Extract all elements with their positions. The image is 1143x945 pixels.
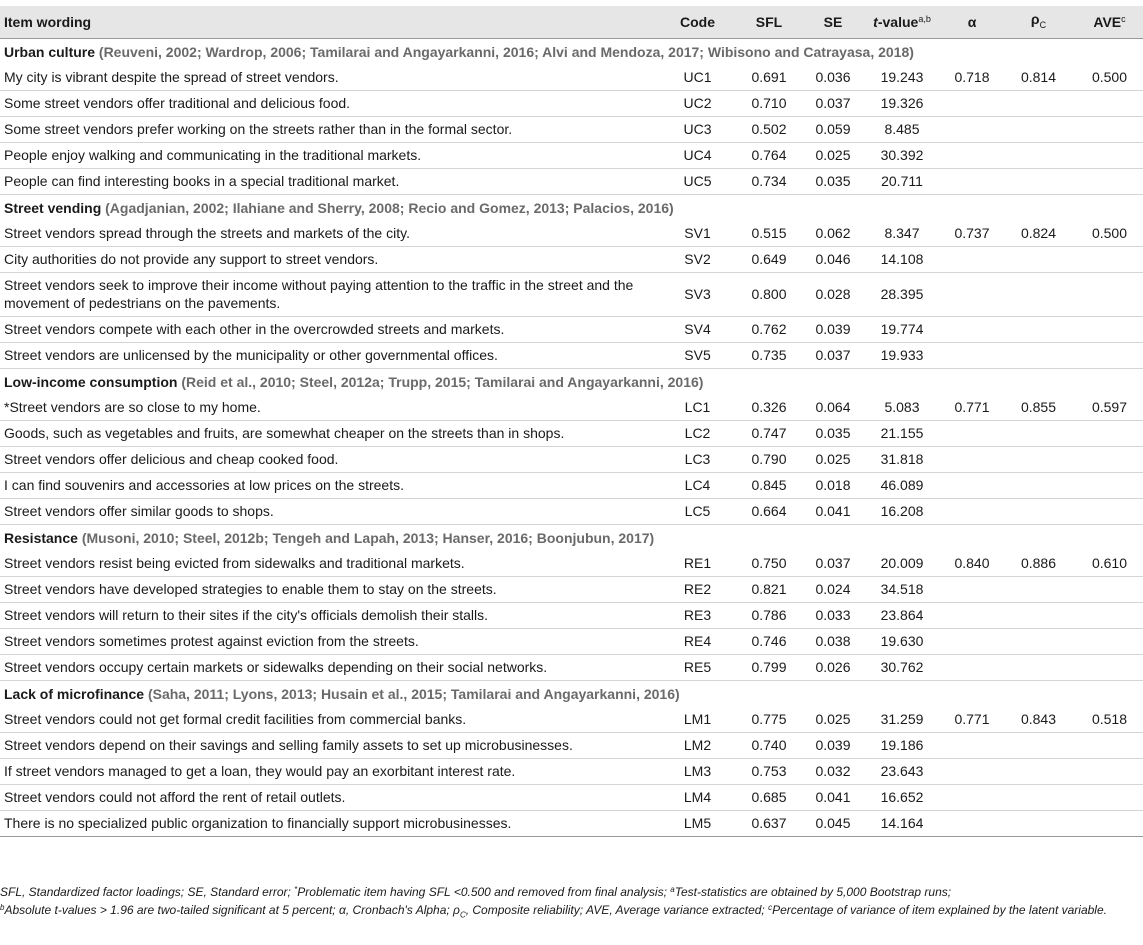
empty-ave	[1072, 116, 1143, 142]
item-t-value: 30.762	[861, 654, 939, 680]
table-row	[0, 64, 1143, 90]
empty-rho-c	[1001, 420, 1072, 446]
empty-rho-c	[1001, 576, 1072, 602]
item-se: 0.025	[801, 142, 861, 168]
item-sfl: 0.502	[733, 116, 801, 142]
item-t-value: 21.155	[861, 420, 939, 446]
group-header-cell	[0, 194, 1143, 220]
table-row	[0, 654, 1143, 680]
empty-ave	[1072, 628, 1143, 654]
header-alpha-symbol: α	[967, 13, 977, 30]
empty-rho-c	[1001, 602, 1072, 628]
group-rho-c: 0.843	[1001, 706, 1072, 732]
item-se: 0.062	[801, 220, 861, 246]
empty-alpha	[939, 142, 1001, 168]
item-sfl: 0.664	[733, 498, 801, 524]
empty-ave	[1072, 810, 1143, 836]
item-se: 0.018	[801, 472, 861, 498]
item-t-value: 31.818	[861, 446, 939, 472]
item-se: 0.026	[801, 654, 861, 680]
item-wording: Goods, such as vegetables and fruits, are somewhat cheaper on the streets than in shops.	[0, 420, 658, 446]
empty-ave	[1072, 576, 1143, 602]
item-t-value: 8.347	[861, 220, 939, 246]
item-code: UC3	[658, 116, 733, 142]
empty-rho-c	[1001, 628, 1072, 654]
item-sfl: 0.326	[733, 394, 801, 420]
item-t-value: 23.864	[861, 602, 939, 628]
group-references: (Reuveni, 2002; Wardrop, 2006; Tamilarai and Angayarkanni, 2016; Alvi and Mendoza, 2017; Wibisono and Catrayasa, 2018)	[98, 44, 914, 61]
footnote-sup: a	[670, 885, 675, 894]
item-t-value: 19.933	[861, 342, 939, 368]
footnote-part: Problematic item having SFL <0.500 and removed from final analysis;	[297, 885, 671, 899]
empty-alpha	[939, 654, 1001, 680]
item-se: 0.064	[801, 394, 861, 420]
group-header-row	[0, 194, 1143, 220]
empty-rho-c	[1001, 316, 1072, 342]
item-se: 0.025	[801, 446, 861, 472]
group-rho-c: 0.886	[1001, 550, 1072, 576]
item-se: 0.037	[801, 342, 861, 368]
table-row	[0, 810, 1143, 836]
header-rho-sub: C	[1039, 19, 1047, 30]
item-se: 0.024	[801, 576, 861, 602]
item-sfl: 0.799	[733, 654, 801, 680]
item-t-value: 46.089	[861, 472, 939, 498]
empty-alpha	[939, 758, 1001, 784]
item-code: UC4	[658, 142, 733, 168]
item-se: 0.041	[801, 784, 861, 810]
header-alpha	[939, 6, 1001, 38]
group-header-cell	[0, 368, 1143, 394]
item-wording: Street vendors could not afford the rent of retail outlets.	[0, 784, 658, 810]
item-code: UC1	[658, 64, 733, 90]
empty-alpha	[939, 90, 1001, 116]
item-se: 0.032	[801, 758, 861, 784]
item-sfl: 0.753	[733, 758, 801, 784]
group-alpha: 0.771	[939, 394, 1001, 420]
item-wording: Street vendors could not get formal credit facilities from commercial banks.	[0, 706, 658, 732]
empty-ave	[1072, 602, 1143, 628]
group-header-row	[0, 38, 1143, 64]
factor-loadings-table	[0, 6, 1143, 837]
item-se: 0.025	[801, 706, 861, 732]
table-row	[0, 420, 1143, 446]
group-title: Lack of microfinance	[4, 686, 145, 703]
empty-alpha	[939, 602, 1001, 628]
group-rho-c: 0.814	[1001, 64, 1072, 90]
item-code: RE5	[658, 654, 733, 680]
item-t-value: 28.395	[861, 272, 939, 316]
table-row	[0, 116, 1143, 142]
item-t-value: 31.259	[861, 706, 939, 732]
item-code: LC1	[658, 394, 733, 420]
item-code: SV1	[658, 220, 733, 246]
empty-alpha	[939, 472, 1001, 498]
group-references: (Reid et al., 2010; Steel, 2012a; Trupp, 2015; Tamilarai and Angayarkanni, 2016)	[181, 374, 704, 391]
item-t-value: 16.652	[861, 784, 939, 810]
item-se: 0.037	[801, 550, 861, 576]
item-sfl: 0.790	[733, 446, 801, 472]
item-wording: *Street vendors are so close to my home.	[0, 394, 658, 420]
header-row	[0, 6, 1143, 38]
table-row	[0, 342, 1143, 368]
empty-alpha	[939, 342, 1001, 368]
item-t-value: 19.774	[861, 316, 939, 342]
empty-rho-c	[1001, 758, 1072, 784]
item-code: RE3	[658, 602, 733, 628]
item-code: SV4	[658, 316, 733, 342]
empty-ave	[1072, 246, 1143, 272]
empty-alpha	[939, 272, 1001, 316]
item-t-value: 19.186	[861, 732, 939, 758]
group-header-row	[0, 368, 1143, 394]
header-ave	[1072, 6, 1143, 38]
item-wording: City authorities do not provide any support to street vendors.	[0, 246, 658, 272]
item-se: 0.046	[801, 246, 861, 272]
group-header-cell	[0, 524, 1143, 550]
table-row	[0, 472, 1143, 498]
item-wording: Street vendors resist being evicted from sidewalks and traditional markets.	[0, 550, 658, 576]
empty-rho-c	[1001, 732, 1072, 758]
item-wording: Street vendors spread through the streets and markets of the city.	[0, 220, 658, 246]
item-se: 0.037	[801, 90, 861, 116]
footnote-sup: c	[768, 903, 773, 912]
empty-alpha	[939, 446, 1001, 472]
header-ave-sup: c	[1121, 13, 1126, 24]
group-alpha: 0.771	[939, 706, 1001, 732]
item-sfl: 0.649	[733, 246, 801, 272]
empty-rho-c	[1001, 784, 1072, 810]
empty-rho-c	[1001, 168, 1072, 194]
empty-ave	[1072, 168, 1143, 194]
item-t-value: 19.326	[861, 90, 939, 116]
footnote-part: SFL, Standardized factor loadings; SE, Standard error;	[0, 885, 295, 899]
item-se: 0.033	[801, 602, 861, 628]
item-wording: Street vendors seek to improve their income without paying attention to the traffic in the street and the movement of pedestrians on the pavements.	[0, 272, 658, 316]
item-sfl: 0.775	[733, 706, 801, 732]
item-wording: Street vendors occupy certain markets or sidewalks depending on their social networks.	[0, 654, 658, 680]
item-code: LM3	[658, 758, 733, 784]
header-t-sup: a,b	[918, 13, 931, 24]
table-row	[0, 784, 1143, 810]
empty-ave	[1072, 732, 1143, 758]
item-se: 0.059	[801, 116, 861, 142]
table-row	[0, 602, 1143, 628]
header-sfl: SFL	[733, 6, 801, 38]
table-footnote	[0, 883, 1130, 924]
item-t-value: 30.392	[861, 142, 939, 168]
item-wording: Street vendors will return to their sites if the city's officials demolish their stalls.	[0, 602, 658, 628]
item-sfl: 0.746	[733, 628, 801, 654]
item-code: UC5	[658, 168, 733, 194]
table-row	[0, 498, 1143, 524]
item-t-value: 5.083	[861, 394, 939, 420]
item-wording: People enjoy walking and communicating in the traditional markets.	[0, 142, 658, 168]
group-rho-c: 0.855	[1001, 394, 1072, 420]
item-wording: If street vendors managed to get a loan, they would pay an exorbitant interest rate.	[0, 758, 658, 784]
header-rho	[1001, 6, 1072, 38]
item-code: UC2	[658, 90, 733, 116]
table-row	[0, 168, 1143, 194]
header-rho-symbol: ρ	[1030, 10, 1040, 27]
header-t-rest: -value	[877, 13, 919, 30]
group-title: Street vending	[4, 200, 102, 217]
item-se: 0.039	[801, 732, 861, 758]
group-header-cell	[0, 680, 1143, 706]
table-row	[0, 142, 1143, 168]
empty-alpha	[939, 810, 1001, 836]
item-sfl: 0.762	[733, 316, 801, 342]
item-sfl: 0.800	[733, 272, 801, 316]
empty-ave	[1072, 784, 1143, 810]
item-code: SV5	[658, 342, 733, 368]
item-sfl: 0.735	[733, 342, 801, 368]
item-t-value: 23.643	[861, 758, 939, 784]
item-se: 0.035	[801, 420, 861, 446]
empty-alpha	[939, 316, 1001, 342]
empty-ave	[1072, 654, 1143, 680]
item-wording: Street vendors compete with each other in the overcrowded streets and markets.	[0, 316, 658, 342]
table-row	[0, 220, 1143, 246]
group-header-row	[0, 524, 1143, 550]
item-wording: Some street vendors prefer working on the streets rather than in the formal sector.	[0, 116, 658, 142]
footnote-part: Percentage of variance of item explained by the latent variable.	[772, 903, 1107, 917]
group-title: Resistance	[4, 530, 78, 547]
group-references: (Agadjanian, 2002; Ilahiane and Sherry, 2008; Recio and Gomez, 2013; Palacios, 2016)	[105, 200, 674, 217]
empty-alpha	[939, 576, 1001, 602]
item-code: LM5	[658, 810, 733, 836]
item-code: RE1	[658, 550, 733, 576]
empty-rho-c	[1001, 246, 1072, 272]
item-code: LC2	[658, 420, 733, 446]
item-se: 0.036	[801, 64, 861, 90]
table-row	[0, 576, 1143, 602]
footnote-part: , Composite reliability; AVE, Average variance extracted;	[465, 903, 769, 917]
item-code: LM4	[658, 784, 733, 810]
item-code: LM1	[658, 706, 733, 732]
group-references: (Musoni, 2010; Steel, 2012b; Tengeh and Lapah, 2013; Hanser, 2016; Boonjubun, 2017)	[81, 530, 655, 547]
empty-rho-c	[1001, 472, 1072, 498]
item-sfl: 0.740	[733, 732, 801, 758]
item-wording: Street vendors sometimes protest against eviction from the streets.	[0, 628, 658, 654]
item-t-value: 20.711	[861, 168, 939, 194]
header-t-italic: t	[873, 13, 878, 30]
group-header-row	[0, 680, 1143, 706]
table-row	[0, 732, 1143, 758]
header-ave-text: AVE	[1093, 13, 1122, 30]
empty-ave	[1072, 758, 1143, 784]
empty-rho-c	[1001, 498, 1072, 524]
item-code: LC5	[658, 498, 733, 524]
item-se: 0.028	[801, 272, 861, 316]
header-code: Code	[658, 6, 733, 38]
empty-rho-c	[1001, 654, 1072, 680]
item-t-value: 16.208	[861, 498, 939, 524]
empty-rho-c	[1001, 810, 1072, 836]
group-ave: 0.500	[1072, 220, 1143, 246]
empty-ave	[1072, 272, 1143, 316]
item-se: 0.045	[801, 810, 861, 836]
empty-ave	[1072, 342, 1143, 368]
item-t-value: 19.630	[861, 628, 939, 654]
group-ave: 0.518	[1072, 706, 1143, 732]
item-t-value: 14.108	[861, 246, 939, 272]
empty-alpha	[939, 168, 1001, 194]
item-wording: People can find interesting books in a special traditional market.	[0, 168, 658, 194]
item-wording: Some street vendors offer traditional and delicious food.	[0, 90, 658, 116]
group-alpha: 0.840	[939, 550, 1001, 576]
empty-alpha	[939, 732, 1001, 758]
item-code: SV3	[658, 272, 733, 316]
header-item-wording: Item wording	[0, 6, 658, 38]
table-row	[0, 272, 1143, 316]
item-sfl: 0.786	[733, 602, 801, 628]
empty-alpha	[939, 784, 1001, 810]
empty-ave	[1072, 90, 1143, 116]
group-ave: 0.500	[1072, 64, 1143, 90]
item-se: 0.035	[801, 168, 861, 194]
empty-rho-c	[1001, 272, 1072, 316]
group-alpha: 0.737	[939, 220, 1001, 246]
empty-ave	[1072, 420, 1143, 446]
item-se: 0.041	[801, 498, 861, 524]
group-references: (Saha, 2011; Lyons, 2013; Husain et al., 2015; Tamilarai and Angayarkanni, 2016)	[147, 686, 680, 703]
empty-ave	[1072, 446, 1143, 472]
table-row	[0, 628, 1143, 654]
item-t-value: 8.485	[861, 116, 939, 142]
item-sfl: 0.685	[733, 784, 801, 810]
empty-alpha	[939, 246, 1001, 272]
table-row	[0, 90, 1143, 116]
item-wording: My city is vibrant despite the spread of street vendors.	[0, 64, 658, 90]
item-t-value: 34.518	[861, 576, 939, 602]
item-code: LC3	[658, 446, 733, 472]
item-sfl: 0.845	[733, 472, 801, 498]
item-sfl: 0.515	[733, 220, 801, 246]
empty-rho-c	[1001, 142, 1072, 168]
item-wording: There is no specialized public organization to financially support microbusinesses.	[0, 810, 658, 836]
item-se: 0.038	[801, 628, 861, 654]
table-row	[0, 394, 1143, 420]
item-code: LC4	[658, 472, 733, 498]
table-row	[0, 316, 1143, 342]
group-title: Low-income consumption	[4, 374, 178, 391]
empty-rho-c	[1001, 446, 1072, 472]
empty-ave	[1072, 316, 1143, 342]
empty-ave	[1072, 472, 1143, 498]
table-row	[0, 706, 1143, 732]
item-wording: Street vendors depend on their savings and selling family assets to set up microbusinesses.	[0, 732, 658, 758]
group-ave: 0.610	[1072, 550, 1143, 576]
item-t-value: 20.009	[861, 550, 939, 576]
footnote-sup: b	[0, 903, 5, 912]
item-sfl: 0.637	[733, 810, 801, 836]
item-wording: Street vendors have developed strategies to enable them to stay on the streets.	[0, 576, 658, 602]
group-header-cell	[0, 38, 1143, 64]
item-wording: Street vendors are unlicensed by the municipality or other governmental offices.	[0, 342, 658, 368]
empty-rho-c	[1001, 116, 1072, 142]
item-wording: I can find souvenirs and accessories at low prices on the streets.	[0, 472, 658, 498]
empty-alpha	[939, 420, 1001, 446]
item-code: LM2	[658, 732, 733, 758]
empty-rho-c	[1001, 342, 1072, 368]
empty-alpha	[939, 628, 1001, 654]
footnote-sup: *	[294, 885, 298, 894]
item-se: 0.039	[801, 316, 861, 342]
footnote-sub: C	[459, 910, 466, 920]
item-wording: Street vendors offer delicious and cheap cooked food.	[0, 446, 658, 472]
table-row	[0, 246, 1143, 272]
item-t-value: 19.243	[861, 64, 939, 90]
item-code: SV2	[658, 246, 733, 272]
footnote-part: Test-statistics are obtained by 5,000 Bootstrap runs;	[674, 885, 952, 899]
item-sfl: 0.821	[733, 576, 801, 602]
empty-alpha	[939, 498, 1001, 524]
empty-ave	[1072, 142, 1143, 168]
group-ave: 0.597	[1072, 394, 1143, 420]
empty-ave	[1072, 498, 1143, 524]
item-sfl: 0.710	[733, 90, 801, 116]
empty-rho-c	[1001, 90, 1072, 116]
group-rho-c: 0.824	[1001, 220, 1072, 246]
item-code: RE4	[658, 628, 733, 654]
empty-alpha	[939, 116, 1001, 142]
table-row	[0, 446, 1143, 472]
item-sfl: 0.747	[733, 420, 801, 446]
group-alpha: 0.718	[939, 64, 1001, 90]
header-se: SE	[801, 6, 861, 38]
table-body	[0, 38, 1143, 836]
group-title: Urban culture	[4, 44, 96, 61]
item-sfl: 0.764	[733, 142, 801, 168]
item-t-value: 14.164	[861, 810, 939, 836]
header-t-value	[861, 6, 939, 38]
item-sfl: 0.691	[733, 64, 801, 90]
item-sfl: 0.734	[733, 168, 801, 194]
footnote-part: Absolute t-values > 1.96 are two-tailed significant at 5 percent; α, Cronbach's Alpha; ρ	[4, 903, 460, 917]
item-wording: Street vendors offer similar goods to shops.	[0, 498, 658, 524]
item-code: RE2	[658, 576, 733, 602]
item-sfl: 0.750	[733, 550, 801, 576]
table-row	[0, 758, 1143, 784]
table-row	[0, 550, 1143, 576]
